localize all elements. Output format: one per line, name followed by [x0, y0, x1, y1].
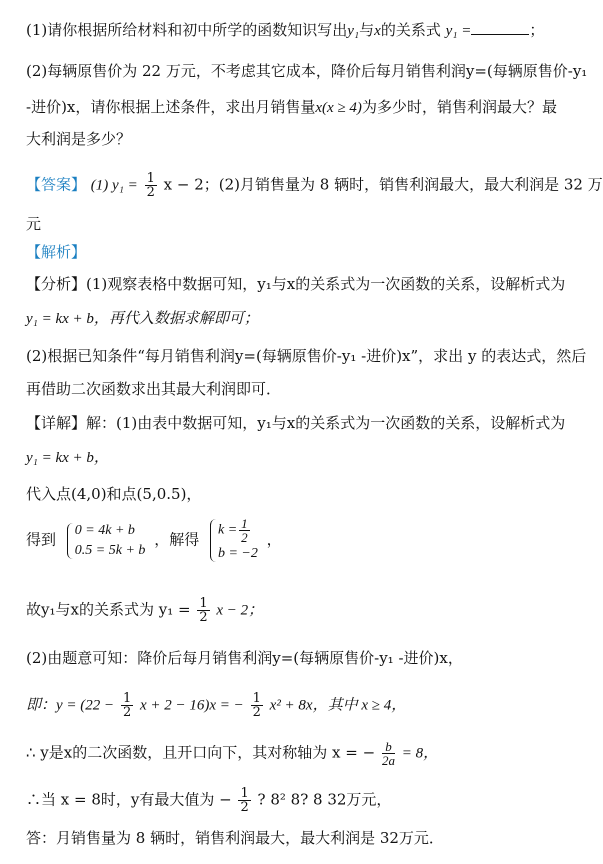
system-comma: ， — [266, 530, 282, 549]
l10-fraction-1: $\frac{1}{2}$ — [122, 691, 132, 720]
equation-system-line — [26, 517, 282, 564]
system-2-row-2: b = −2 — [217, 546, 258, 561]
detail-result-line — [26, 597, 263, 624]
l8b: x − 2； — [216, 602, 264, 619]
answer-fraction: $\frac{1}{2}$ — [146, 171, 155, 200]
answer-line-2: 元 — [26, 215, 42, 233]
q1-y1: y₁ — [347, 23, 360, 39]
l11-fraction: $\frac{b}{2a}$ — [381, 739, 395, 768]
system-1-eq-1: 0 = 4k + b — [74, 522, 135, 538]
question-2-line-3: 大利润是多少？ — [26, 130, 132, 148]
analysis-tag: 【解析】 — [26, 243, 87, 261]
q1-tail: 的关系式 — [380, 21, 441, 39]
axis-line — [26, 740, 438, 767]
detail-line-1: 【详解】解：(1)由表中数据可知，y₁与x的关系式为一次函数的关系，设解析式为 — [26, 414, 566, 432]
q2-cond: x(x ≥ 4) — [315, 100, 362, 116]
analysis-line-1: 【分析】(1)观察表格中数据可知，y₁与x的关系式为一次函数的关系，设解析式为 — [26, 275, 566, 293]
l10a: 即：y = (22 − — [26, 697, 115, 714]
l10-fraction-2: $\frac{1}{2}$ — [252, 691, 261, 720]
question-2-line-1: (2)每辆原售价为 22 万元，不考虑其它成本，降价后每月销售利润y=(每辆原售价-y₁ — [26, 62, 588, 80]
max-value-line — [26, 787, 391, 814]
l11b: = 8， — [401, 745, 439, 762]
system-1 — [65, 521, 146, 561]
l8a: 故y₁与x的关系式为 y₁ = — [26, 600, 191, 619]
system-2-row-1: k = $\frac{1}{2}$ — [217, 516, 248, 545]
analysis-line-4: 再借助二次函数求出其最大利润即可． — [26, 380, 282, 398]
solve-label: ，解得 — [154, 530, 200, 549]
l12b: ? 8² 8? 8 32万元， — [257, 790, 392, 809]
q1-x: x — [374, 23, 381, 39]
system-2 — [208, 517, 258, 564]
l11a: ∴ y是x的二次函数，且开口向下，其对称轴为 x = − — [26, 743, 376, 762]
detail-line-2: y₁ = kx + b， — [26, 450, 109, 466]
q1-mid: 与 — [359, 21, 375, 39]
analysis-line-2: y₁ = kx + b，再代入数据求解即可； — [26, 311, 259, 327]
l12-fraction: $\frac{1}{2}$ — [240, 786, 249, 815]
analysis-line-3: (2)根据已知条件“每月销售利润y=(每辆原售价-y₁ -进价)x”，求出 y 的表达式，然后 — [26, 347, 587, 365]
answer-line — [26, 172, 603, 199]
got-label: 得到 — [26, 530, 57, 549]
l10b: x + 2 − 16)x = − — [140, 697, 244, 714]
l10c: x² + 8x，其中 x ≥ 4， — [269, 697, 407, 714]
l12a: ∴当 x = 8时，y有最大值为 − — [26, 790, 232, 809]
answer-a1: (1) y₁ = — [90, 177, 138, 194]
q2-l2c: 为多少时，销售利润最大？最 — [361, 98, 557, 116]
answer-tag: 【答案】 — [26, 175, 87, 194]
question-1-line — [26, 20, 544, 41]
l8-fraction: $\frac{1}{2}$ — [199, 596, 208, 625]
q1-eq: y₁ = — [445, 23, 472, 39]
derivation-line — [26, 692, 406, 719]
final-answer-line: 答：月销售量为 8 辆时，销售利润最大，最大利润是 32万元． — [26, 829, 444, 847]
answer-a1b: x − 2；(2)月销售量为 8 辆时，销售利润最大，最大利润是 32 万 — [163, 175, 603, 194]
detail-line-3: 代入点(4,0)和点(5,0.5)， — [26, 485, 202, 503]
system-1-eq-2: 0.5 = 5k + b — [74, 542, 146, 558]
answer-blank — [471, 20, 529, 35]
q1-text: (1)请你根据所给材料和初中所学的函数知识写出 — [26, 21, 348, 39]
detail-part2-line: (2)由题意可知：降价后每月销售利润y=(每辆原售价-y₁ -进价)x， — [26, 649, 463, 667]
q2-l2: -进价)x，请你根据上述条件，求出月销售量 — [26, 98, 316, 116]
q1-end: ； — [529, 21, 545, 39]
question-2-line-2 — [26, 97, 557, 118]
